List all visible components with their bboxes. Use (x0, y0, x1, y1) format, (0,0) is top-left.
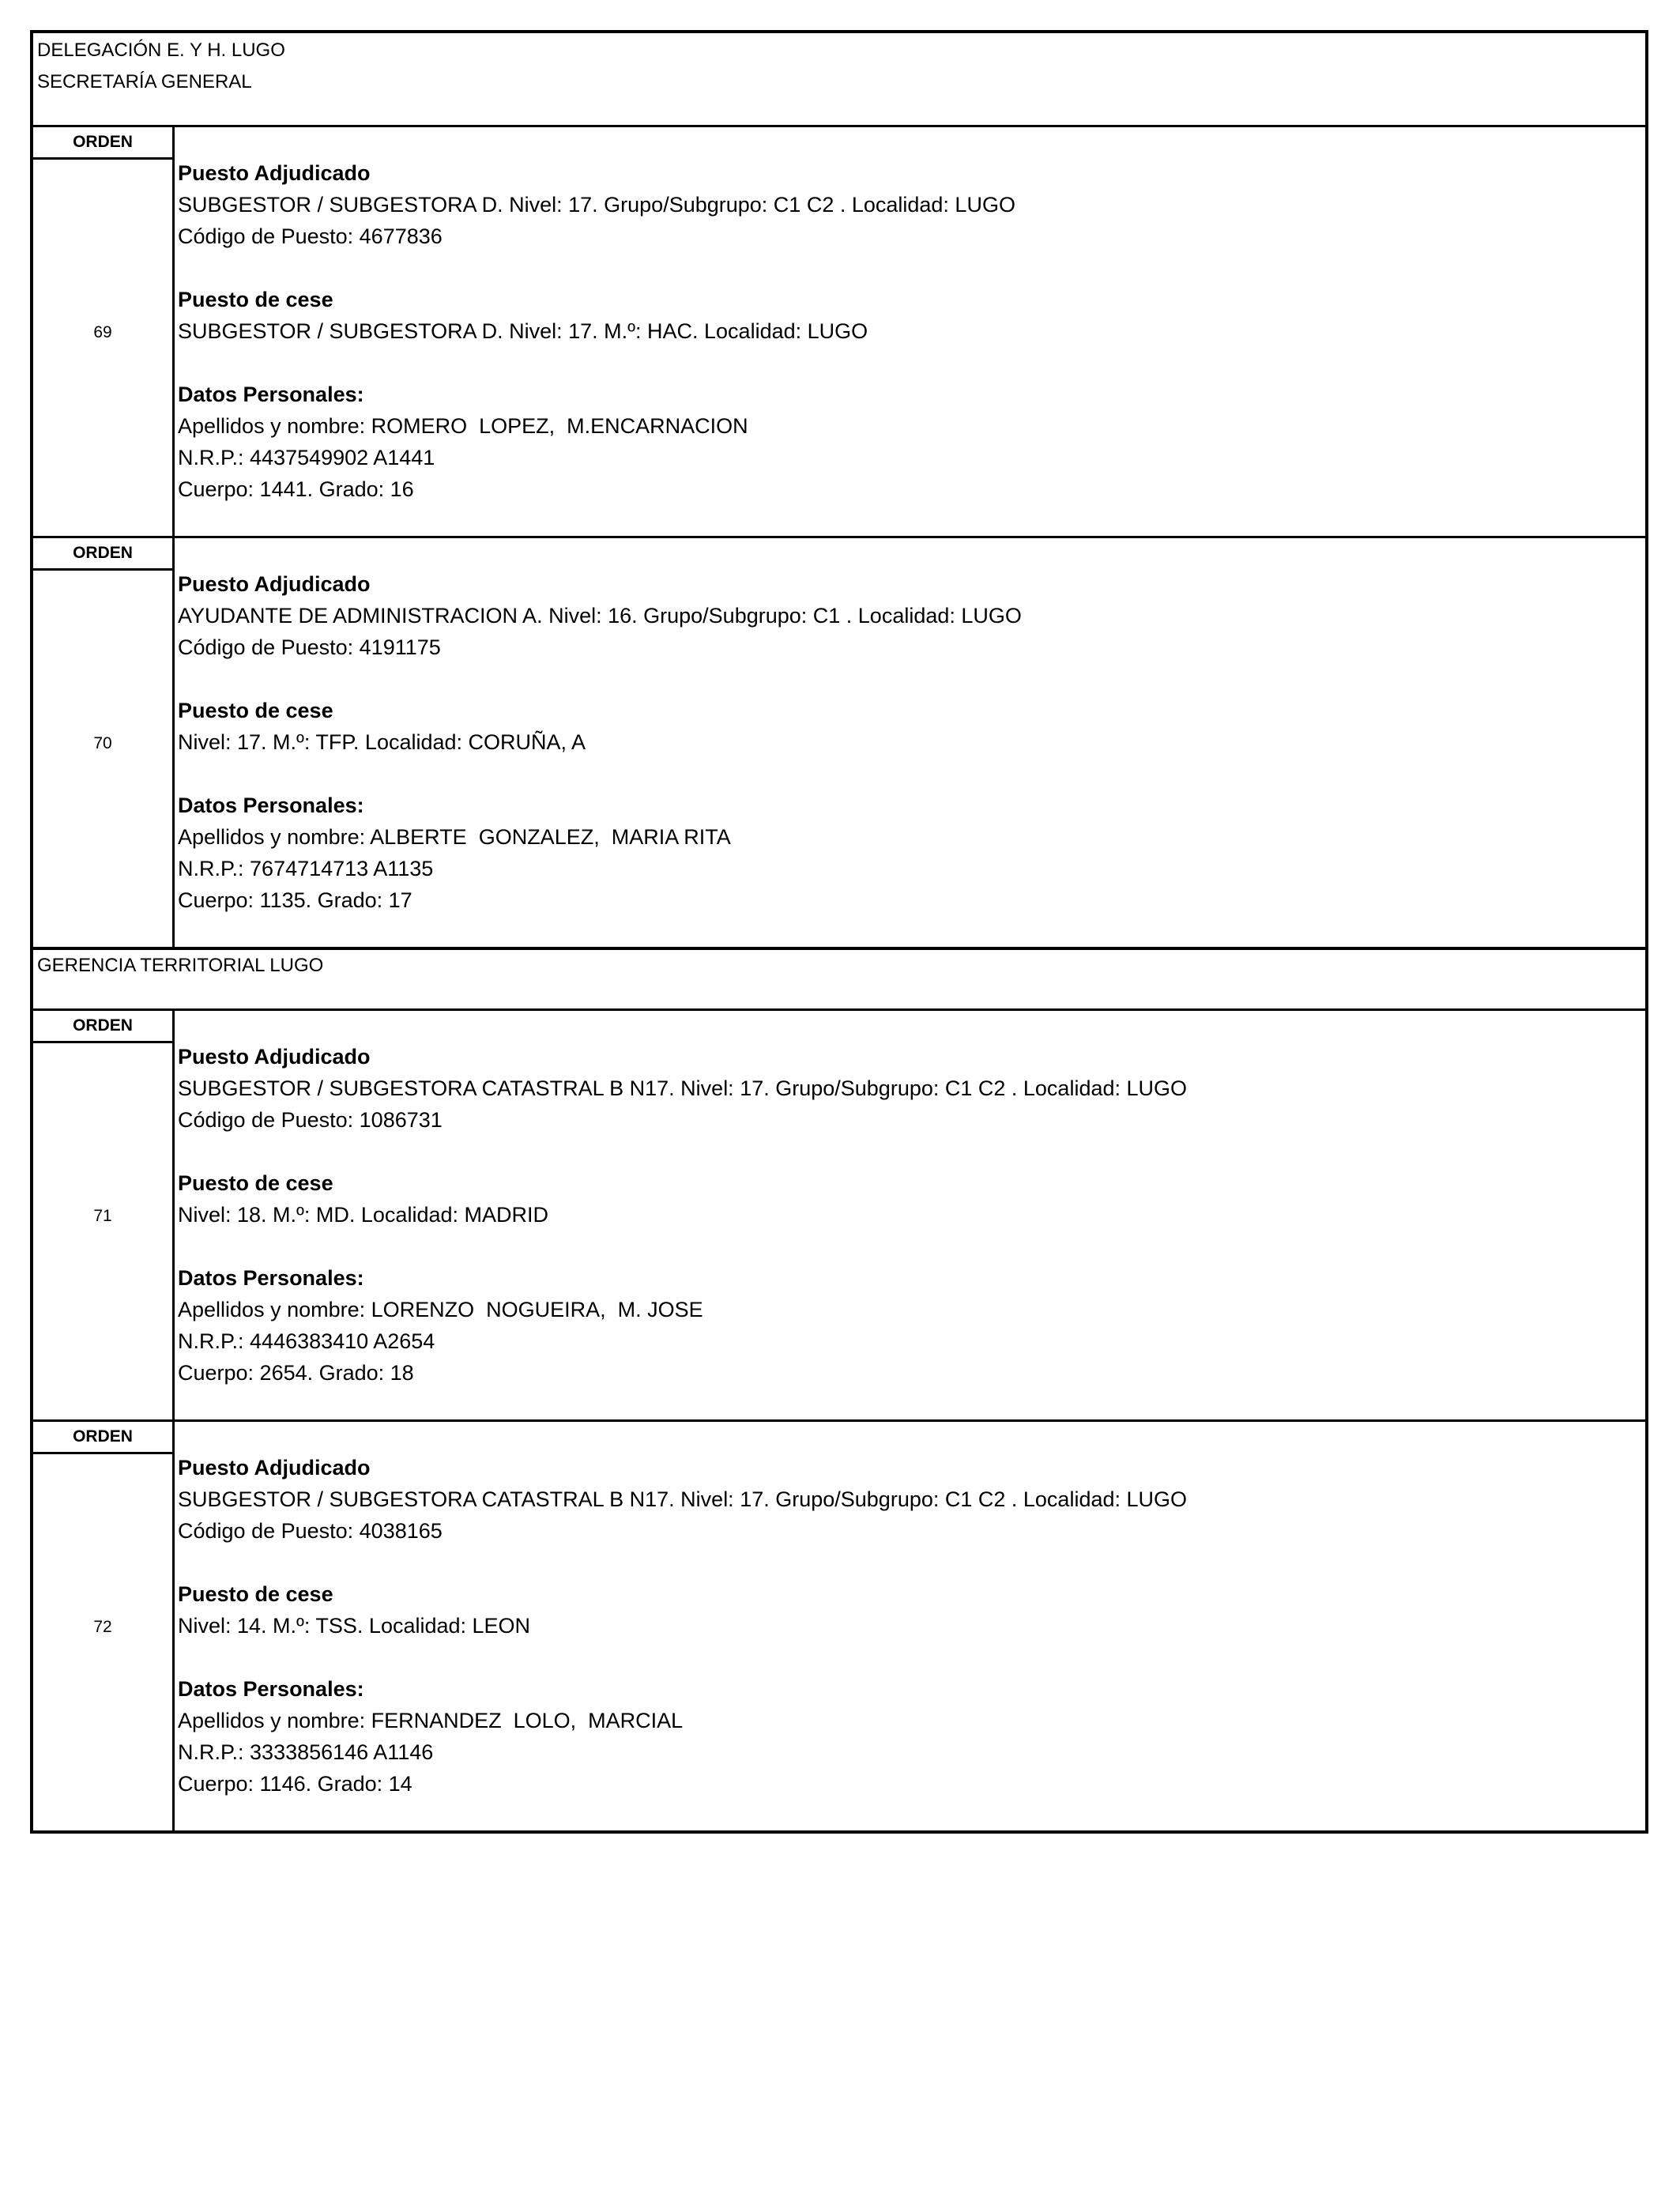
puesto-cese-description: Nivel: 18. M.º: MD. Localidad: MADRID (178, 1203, 548, 1227)
spacer (178, 347, 1645, 379)
orden-column (33, 1422, 175, 1830)
orden-number: 72 (93, 1618, 112, 1636)
puesto-adjudicado-heading: Puesto Adjudicado (178, 161, 371, 185)
puesto-cese-heading: Puesto de cese (178, 288, 333, 311)
cuerpo-grado: Cuerpo: 2654. Grado: 18 (178, 1361, 414, 1385)
table-bottom-border (30, 1830, 1648, 1834)
puesto-adjudicado-description: SUBGESTOR / SUBGESTORA D. Nivel: 17. Grupo/Subgrupo: C1 C2 . Localidad: LUGO (178, 193, 1015, 217)
spacer (178, 252, 1645, 284)
codigo-puesto: Código de Puesto: 4677836 (178, 224, 443, 248)
document-table (30, 30, 1648, 1834)
nrp: N.R.P.: 3333856146 A1146 (178, 1740, 434, 1764)
spacer (178, 758, 1645, 790)
apellidos-nombre: Apellidos y nombre: FERNANDEZ LOLO, MARCIAL (178, 1709, 684, 1732)
cuerpo-grado: Cuerpo: 1441. Grado: 16 (178, 477, 414, 501)
spacer (178, 1136, 1645, 1167)
entry-details (178, 1452, 1645, 1800)
spacer (178, 1642, 1645, 1673)
puesto-adjudicado-description: SUBGESTOR / SUBGESTORA CATASTRAL B N17. Nivel: 17. Grupo/Subgrupo: C1 C2 . Localidad: LUGO (178, 1076, 1188, 1100)
spacer (178, 1547, 1645, 1578)
entry-row (30, 1008, 1648, 1419)
section-title: GERENCIA TERRITORIAL LUGO (37, 955, 324, 976)
orden-column (33, 127, 175, 536)
entry-details (178, 568, 1645, 916)
puesto-cese-heading: Puesto de cese (178, 1171, 333, 1195)
puesto-adjudicado-description: AYUDANTE DE ADMINISTRACION A. Nivel: 16. Grupo/Subgrupo: C1 . Localidad: LUGO (178, 604, 1022, 628)
orden-column (33, 1011, 175, 1419)
puesto-adjudicado-heading: Puesto Adjudicado (178, 1045, 371, 1069)
codigo-puesto: Código de Puesto: 1086731 (178, 1108, 443, 1132)
puesto-cese-description: SUBGESTOR / SUBGESTORA D. Nivel: 17. M.º: HAC. Localidad: LUGO (178, 319, 868, 343)
apellidos-nombre: Apellidos y nombre: LORENZO NOGUEIRA, M. JOSE (178, 1298, 703, 1321)
nrp: N.R.P.: 7674714713 A1135 (178, 857, 434, 880)
section-header-delegacion (30, 30, 1648, 125)
spacer (178, 1231, 1645, 1262)
entry-details (178, 1041, 1645, 1389)
entry-details (178, 157, 1645, 505)
entry-row (30, 125, 1648, 536)
puesto-cese-heading: Puesto de cese (178, 1582, 333, 1606)
orden-number: 69 (93, 323, 112, 341)
puesto-adjudicado-description: SUBGESTOR / SUBGESTORA CATASTRAL B N17. Nivel: 17. Grupo/Subgrupo: C1 C2 . Localidad: LUGO (178, 1487, 1188, 1511)
datos-personales-heading: Datos Personales: (178, 1677, 364, 1701)
puesto-cese-description: Nivel: 14. M.º: TSS. Localidad: LEON (178, 1614, 531, 1638)
orden-number: 70 (93, 734, 112, 752)
datos-personales-heading: Datos Personales: (178, 794, 364, 817)
apellidos-nombre: Apellidos y nombre: ALBERTE GONZALEZ, MARIA RITA (178, 825, 731, 849)
entry-row (30, 1419, 1648, 1830)
datos-personales-heading: Datos Personales: (178, 1266, 364, 1290)
cuerpo-grado: Cuerpo: 1135. Grado: 17 (178, 888, 412, 912)
section-header-gerencia (30, 947, 1648, 1008)
puesto-adjudicado-heading: Puesto Adjudicado (178, 1456, 371, 1480)
orden-header: ORDEN (33, 1422, 172, 1454)
datos-personales-heading: Datos Personales: (178, 383, 364, 406)
puesto-cese-heading: Puesto de cese (178, 699, 333, 722)
section-title: DELEGACIÓN E. Y H. LUGO (37, 40, 285, 61)
codigo-puesto: Código de Puesto: 4191175 (178, 635, 441, 659)
puesto-adjudicado-heading: Puesto Adjudicado (178, 572, 371, 596)
orden-number: 71 (93, 1207, 112, 1225)
cuerpo-grado: Cuerpo: 1146. Grado: 14 (178, 1772, 412, 1796)
orden-header: ORDEN (33, 127, 172, 160)
spacer (178, 663, 1645, 695)
nrp: N.R.P.: 4437549902 A1441 (178, 446, 435, 469)
codigo-puesto: Código de Puesto: 4038165 (178, 1519, 443, 1543)
nrp: N.R.P.: 4446383410 A2654 (178, 1329, 435, 1353)
section-subtitle: SECRETARÍA GENERAL (37, 71, 252, 92)
orden-header: ORDEN (33, 538, 172, 571)
apellidos-nombre: Apellidos y nombre: ROMERO LOPEZ, M.ENCARNACION (178, 414, 748, 438)
puesto-cese-description: Nivel: 17. M.º: TFP. Localidad: CORUÑA, A (178, 730, 586, 754)
orden-column (33, 538, 175, 947)
entry-row (30, 536, 1648, 947)
orden-header: ORDEN (33, 1011, 172, 1043)
